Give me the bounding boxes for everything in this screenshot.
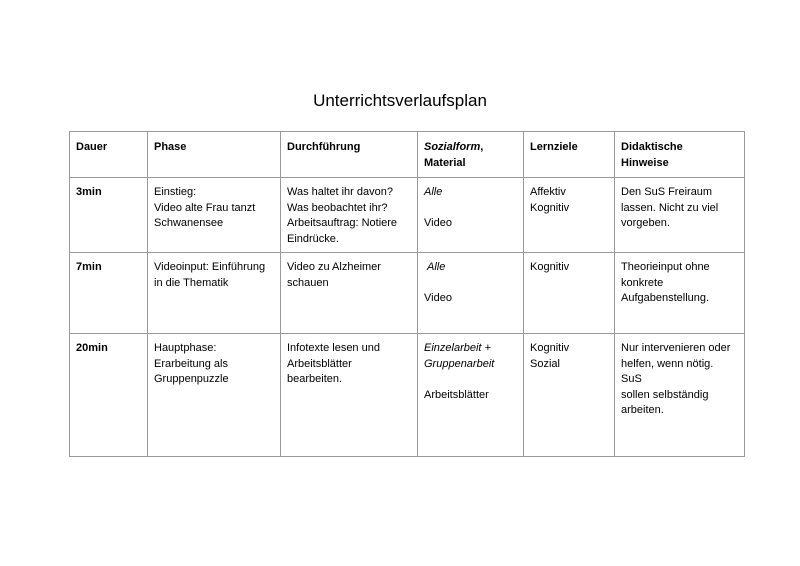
cell-hinweise: Den SuS Freiraum lassen. Nicht zu viel vorgeben. — [615, 178, 745, 253]
cell-durchfuehrung: Infotexte lesen und Arbeitsblätter bearbeiten. — [281, 334, 418, 457]
cell-phase: Videoinput: Einführung in die Thematik — [148, 253, 281, 334]
header-dauer: Dauer — [70, 132, 148, 178]
header-didaktische-hinweise: Didaktische Hinweise — [615, 132, 745, 178]
table-row — [70, 178, 745, 253]
cell-lernziele: Kognitiv — [524, 253, 615, 334]
cell-dauer: 20min — [70, 334, 148, 457]
cell-lernziele: Affektiv Kognitiv — [524, 178, 615, 253]
cell-hinweise: Nur intervenieren oder helfen, wenn nötig. SuS sollen selbständig arbeiten. — [615, 334, 745, 457]
cell-phase: Hauptphase: Erarbeitung als Gruppenpuzzle — [148, 334, 281, 457]
header-phase: Phase — [148, 132, 281, 178]
table-row — [70, 334, 745, 457]
cell-sozialform-material: Einzelarbeit + Gruppenarbeit Arbeitsblätter — [418, 334, 524, 457]
cell-durchfuehrung: Was haltet ihr davon? Was beobachtet ihr? Arbeitsauftrag: Notiere Eindrücke. — [281, 178, 418, 253]
lesson-plan-table — [69, 131, 745, 457]
document-title: Unterrichtsverlaufsplan — [313, 91, 487, 110]
cell-dauer: 3min — [70, 178, 148, 253]
header-durchfuehrung: Durchführung — [281, 132, 418, 178]
table-row — [70, 253, 745, 334]
table-header-row — [70, 132, 745, 178]
cell-durchfuehrung: Video zu Alzheimer schauen — [281, 253, 418, 334]
cell-dauer: 7min — [70, 253, 148, 334]
header-lernziele: Lernziele — [524, 132, 615, 178]
cell-phase: Einstieg: Video alte Frau tanzt Schwanensee — [148, 178, 281, 253]
cell-sozialform-material: Alle Video — [418, 178, 524, 253]
cell-lernziele: Kognitiv Sozial — [524, 334, 615, 457]
header-sozialform-material: Sozialform, Material — [418, 132, 524, 178]
cell-sozialform-material: Alle Video — [418, 253, 524, 334]
cell-hinweise: Theorieinput ohne konkrete Aufgabenstellung. — [615, 253, 745, 334]
